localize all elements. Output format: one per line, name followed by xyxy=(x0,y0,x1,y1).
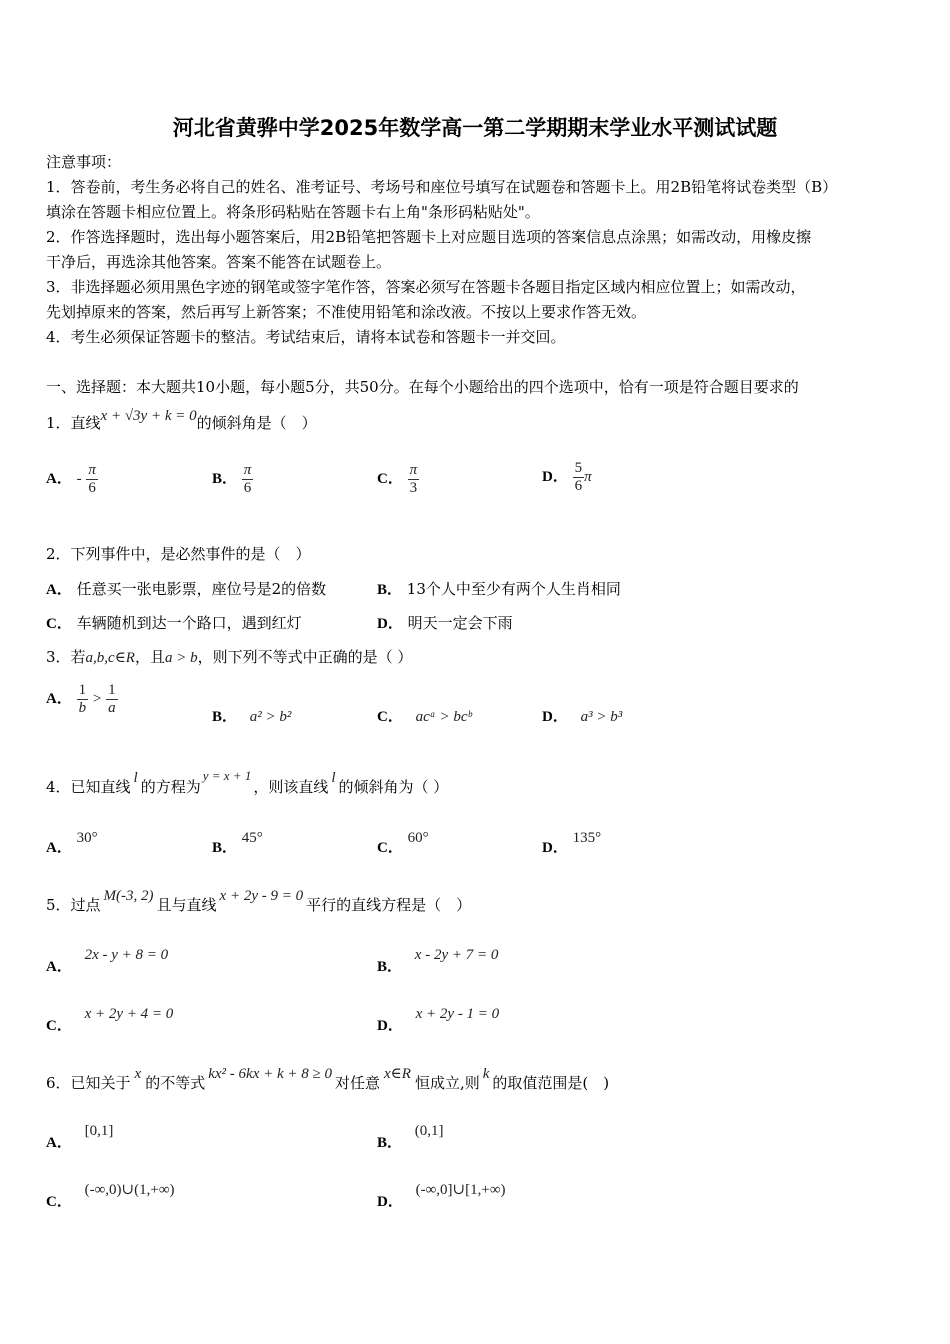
q6-d-interval: (-∞,0]∪[1,+∞) xyxy=(415,1182,506,1198)
q4-mid1: 的方程为 xyxy=(140,778,201,796)
q5-option-b[interactable] xyxy=(377,947,499,976)
q3-d-expr: a³ > b³ xyxy=(580,709,623,725)
q1-d-pi: π xyxy=(584,469,592,485)
q4-d-value: 135° xyxy=(572,830,602,846)
q4-a-value: 30° xyxy=(76,830,98,846)
option-label: B． xyxy=(377,959,403,975)
question-4 xyxy=(46,768,449,797)
q5-post: 平行的直线方程是（ ） xyxy=(306,896,472,914)
q4-l: l xyxy=(133,770,138,786)
q2-option-d[interactable] xyxy=(377,612,513,633)
notice-line: 干净后，再选涂其他答案。答案不能答在试题卷上。 xyxy=(46,253,392,271)
q1-option-b[interactable] xyxy=(212,462,253,496)
q5-option-c[interactable] xyxy=(46,1006,174,1035)
section-heading: 一、选择题：本大题共10小题，每小题5分，共50分。在每个小题给出的四个选项中，恰有一项是符合题目要求的 xyxy=(46,378,799,396)
q5-pre: 5．过点 xyxy=(46,896,101,914)
q2-c-text: 车辆随机到达一个路口，遇到红灯 xyxy=(76,614,302,632)
q3-option-d[interactable] xyxy=(542,705,622,726)
q6-option-b[interactable] xyxy=(377,1123,444,1152)
q3-post: ，则下列不等式中正确的是（ ） xyxy=(197,648,413,666)
option-label: B． xyxy=(212,840,238,856)
q3-mid: ，且 xyxy=(134,648,165,666)
notice-line: 填涂在答题卡相应位置上。将条形码粘贴在答题卡右上角"条形码粘贴处"。 xyxy=(46,203,540,221)
notice-line: 4．考生必须保证答题卡的整洁。考试结束后，请将本试卷和答题卡一并交回。 xyxy=(46,328,566,346)
q4-mid2: ，则该直线 xyxy=(253,778,329,796)
q6-mid1: 的不等式 xyxy=(145,1074,206,1092)
notice-line: 2．作答选择题时，选出每小题答案后，用2B铅笔把答题卡上对应题目选项的答案信息点涂黑；如需改动，用橡皮擦 xyxy=(46,228,812,246)
q6-option-a[interactable] xyxy=(46,1123,114,1152)
option-label: B． xyxy=(377,1135,403,1151)
q5-c-expr: x + 2y + 4 = 0 xyxy=(84,1006,174,1022)
option-label: A． xyxy=(46,471,72,487)
q1-post: 的倾斜角是（ ） xyxy=(196,414,317,432)
q2-a-text: 任意买一张电影票，座位号是2的倍数 xyxy=(76,580,327,598)
q6-mid2: 对任意 xyxy=(335,1074,381,1092)
q2-b-text: 13个人中至少有两个人生肖相同 xyxy=(406,580,621,598)
q5-b-expr: x - 2y + 7 = 0 xyxy=(414,947,499,963)
q3-b-expr: a² > b² xyxy=(249,709,292,725)
q3-expr2: a > b xyxy=(165,650,198,666)
question-5 xyxy=(46,888,472,915)
q1-expression: x + √3y + k = 0 xyxy=(100,408,197,424)
q6-x: x xyxy=(134,1066,142,1082)
q6-condition: x∈R xyxy=(384,1066,411,1082)
q6-a-interval: [0,1] xyxy=(84,1123,114,1139)
q3-a-fraction-1: $\frac{1}{b}$ xyxy=(78,682,87,716)
q2-d-text: 明天一定会下雨 xyxy=(407,614,513,632)
notice-heading: 注意事项： xyxy=(46,153,122,171)
q3-a-gt: > xyxy=(92,691,102,707)
option-label: C． xyxy=(46,616,72,632)
option-label: A． xyxy=(46,959,72,975)
q2-option-a[interactable] xyxy=(46,578,326,599)
option-label: C． xyxy=(46,1194,72,1210)
q6-option-c[interactable] xyxy=(46,1182,175,1211)
option-label: C． xyxy=(377,840,403,856)
q5-option-d[interactable] xyxy=(377,1006,500,1035)
question-3 xyxy=(46,646,412,667)
q3-expr1: a,b,c∈R xyxy=(85,650,135,666)
notice-line: 先划掉原来的答案，然后再写上新答案；不准使用铅笔和涂改液。不按以上要求作答无效。 xyxy=(46,303,647,321)
q3-option-c[interactable] xyxy=(377,705,472,726)
q1-d-fraction: $\frac{5}{6}$ xyxy=(574,460,583,494)
q4-option-a[interactable] xyxy=(46,830,98,857)
q4-pre: 4．已知直线 xyxy=(46,778,131,796)
q6-option-d[interactable] xyxy=(377,1182,506,1211)
q1-a-sign: - xyxy=(76,471,82,487)
q2-option-b[interactable] xyxy=(377,578,621,599)
q1-option-d[interactable] xyxy=(542,460,592,494)
q5-d-expr: x + 2y - 1 = 0 xyxy=(415,1006,500,1022)
question-1 xyxy=(46,408,317,433)
q1-option-c[interactable] xyxy=(377,462,419,496)
option-label: A． xyxy=(46,840,72,856)
q3-pre: 3．若 xyxy=(46,648,86,666)
option-label: D． xyxy=(377,1018,403,1034)
option-label: C． xyxy=(377,471,403,487)
q1-option-a[interactable] xyxy=(46,462,98,496)
q6-k: k xyxy=(482,1066,490,1082)
q6-mid3: 恒成立,则 xyxy=(414,1074,480,1092)
q2-option-c[interactable] xyxy=(46,612,302,633)
notice-line: 3．非选择题必须用黑色字迹的钢笔或签字笔作答，答案必须写在答题卡各题目指定区域内相应位置上；如需改动， xyxy=(46,278,806,296)
option-label: B． xyxy=(212,709,238,725)
q4-expr: y = x + 1 xyxy=(202,768,252,783)
option-label: C． xyxy=(46,1018,72,1034)
q3-option-a[interactable] xyxy=(46,682,118,716)
notice-block xyxy=(46,150,906,350)
q1-a-fraction: $\frac{\pi}{6}$ xyxy=(88,462,96,496)
option-label: B． xyxy=(212,471,238,487)
option-label: B． xyxy=(377,582,403,598)
q6-inequality: kx² - 6kx + k + 8 ≥ 0 xyxy=(208,1066,332,1082)
q3-c-expr: acᵃ > bcᵇ xyxy=(415,709,472,725)
question-2: 2．下列事件中，是必然事件的是（ ） xyxy=(46,545,311,563)
q5-line: x + 2y - 9 = 0 xyxy=(219,888,304,904)
q5-option-a[interactable] xyxy=(46,947,169,976)
q6-pre: 6．已知关于 xyxy=(46,1074,131,1092)
q1-c-fraction: $\frac{\pi}{3}$ xyxy=(409,462,418,496)
option-label: A． xyxy=(46,582,72,598)
page-title: 河北省黄骅中学2025年数学高一第二学期期末学业水平测试试题 xyxy=(172,116,778,140)
q4-option-d[interactable] xyxy=(542,830,602,857)
q5-a-expr: 2x - y + 8 = 0 xyxy=(84,947,169,963)
q1-pre: 1．直线 xyxy=(46,414,101,432)
q4-l: l xyxy=(331,770,336,786)
option-label: D． xyxy=(542,709,568,725)
q4-b-value: 45° xyxy=(241,830,263,846)
q6-c-interval: (-∞,0)∪(1,+∞) xyxy=(84,1182,175,1198)
option-label: C． xyxy=(377,709,403,725)
q3-a-fraction-2: $\frac{1}{a}$ xyxy=(108,682,116,716)
q4-option-c[interactable] xyxy=(377,830,429,857)
option-label: A． xyxy=(46,1135,72,1151)
option-label: D． xyxy=(542,840,568,856)
q4-post: 的倾斜角为（ ） xyxy=(338,778,449,796)
q1-b-fraction: $\frac{\pi}{6}$ xyxy=(243,462,252,496)
q4-option-b[interactable] xyxy=(212,830,263,857)
q6-post: 的取值范围是( ) xyxy=(492,1074,610,1092)
notice-line: 1．答卷前，考生务必将自己的姓名、准考证号、考场号和座位号填写在试题卷和答题卡上。用2B铅笔将试卷类型（B） xyxy=(46,178,838,196)
q3-option-b[interactable] xyxy=(212,705,291,726)
option-label: D． xyxy=(377,1194,403,1210)
q5-mid: 且与直线 xyxy=(156,896,217,914)
option-label: A． xyxy=(46,691,72,707)
option-label: D． xyxy=(377,616,403,632)
q6-b-interval: (0,1] xyxy=(414,1123,444,1139)
option-label: D． xyxy=(542,469,568,485)
question-6 xyxy=(46,1066,610,1093)
q5-point: M(-3, 2) xyxy=(103,888,154,904)
q4-c-value: 60° xyxy=(407,830,429,846)
